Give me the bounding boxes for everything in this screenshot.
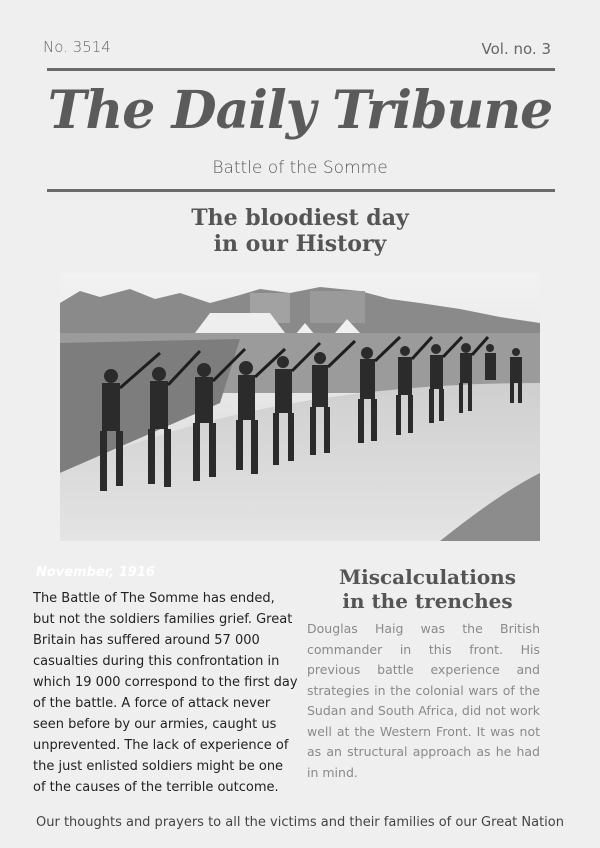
side-story-body: Douglas Haig was the British commander in this front. His previous battle experience and strategies in the colonial wars of the Sudan and South Africa, did not work well at the Western Front. It was not as an structural approach as he had in mind. <box>307 621 540 780</box>
main-headline <box>0 205 600 257</box>
top-divider <box>47 68 555 71</box>
footer-dedication: Our thoughts and prayers to all the victims and their families of our Great Nation <box>36 815 564 830</box>
side-story-headline <box>305 565 550 613</box>
marching-soldiers-photo <box>60 273 540 541</box>
side-headline-line-2: in the trenches <box>342 589 513 613</box>
volume-number: Vol. no. 3 <box>481 40 551 58</box>
edition-subtitle: Battle of the Somme <box>212 158 388 178</box>
bottom-divider <box>47 189 555 192</box>
headline-line-2: in our History <box>213 231 387 257</box>
dateline: November, 1916 <box>36 565 155 580</box>
photo-illustration <box>60 273 540 541</box>
main-story-body: The Battle of The Somme has ended, but not the soldiers families grief. Great Britain has suffered around 57 000 casualties during this confrontation in which 19 000 correspond to the first day of the battle. A force of attack never seen before by our armies, caught us unprevented. The lack of experience of the just enlisted soldiers might be one of the causes of the terrible outcome. <box>33 591 298 795</box>
side-headline-line-1: Miscalculations <box>339 565 516 589</box>
masthead-title: The Daily Tribune <box>47 80 553 141</box>
issue-number: No. 3514 <box>43 38 111 56</box>
headline-line-1: The bloodiest day <box>191 205 409 231</box>
